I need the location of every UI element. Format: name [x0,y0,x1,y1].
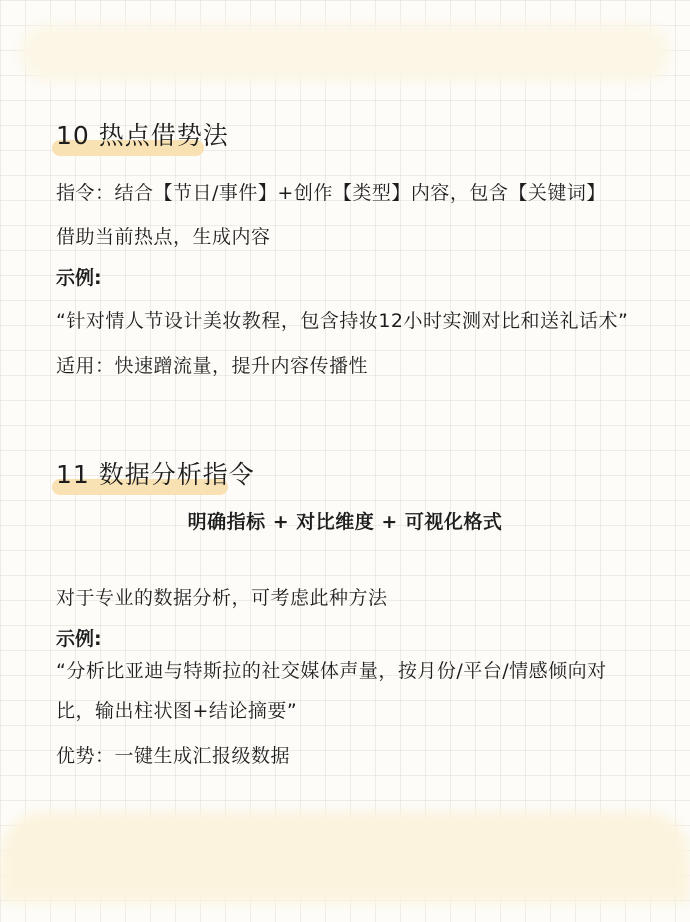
section-11-formula: 明确指标 + 对比维度 + 可视化格式 [187,511,503,533]
section-11-intro: 对于专业的数据分析，可考虑此种方法 [56,587,388,609]
section-10-example-text: “针对情人节设计美妆教程，包含持妆12小时实测对比和送礼话术” [56,310,629,332]
section-11-advantage: 优势：一键生成汇报级数据 [56,745,291,767]
section-10-example-label: 示例: [56,267,102,289]
top-highlight-band [20,24,670,82]
section-11-example-label: 示例: [56,628,102,650]
section-11-example-line1: “分析比亚迪与特斯拉的社交媒体声量，按月份/平台/情感倾向对 [56,660,607,682]
section-11-example-line2: 比，输出柱状图+结论摘要” [56,700,298,722]
section-10-instruction-line2: 借助当前热点，生成内容 [56,226,271,248]
section-10-applicable: 适用：快速蹭流量，提升内容传播性 [56,355,369,377]
section-10-instruction-line1: 指令：结合【节日/事件】+创作【类型】内容，包含【关键词】 [56,182,606,204]
section-11-heading: 11 数据分析指令 [56,455,255,491]
section-10-heading: 10 热点借势法 [56,116,229,152]
bottom-highlight-band [0,812,690,902]
